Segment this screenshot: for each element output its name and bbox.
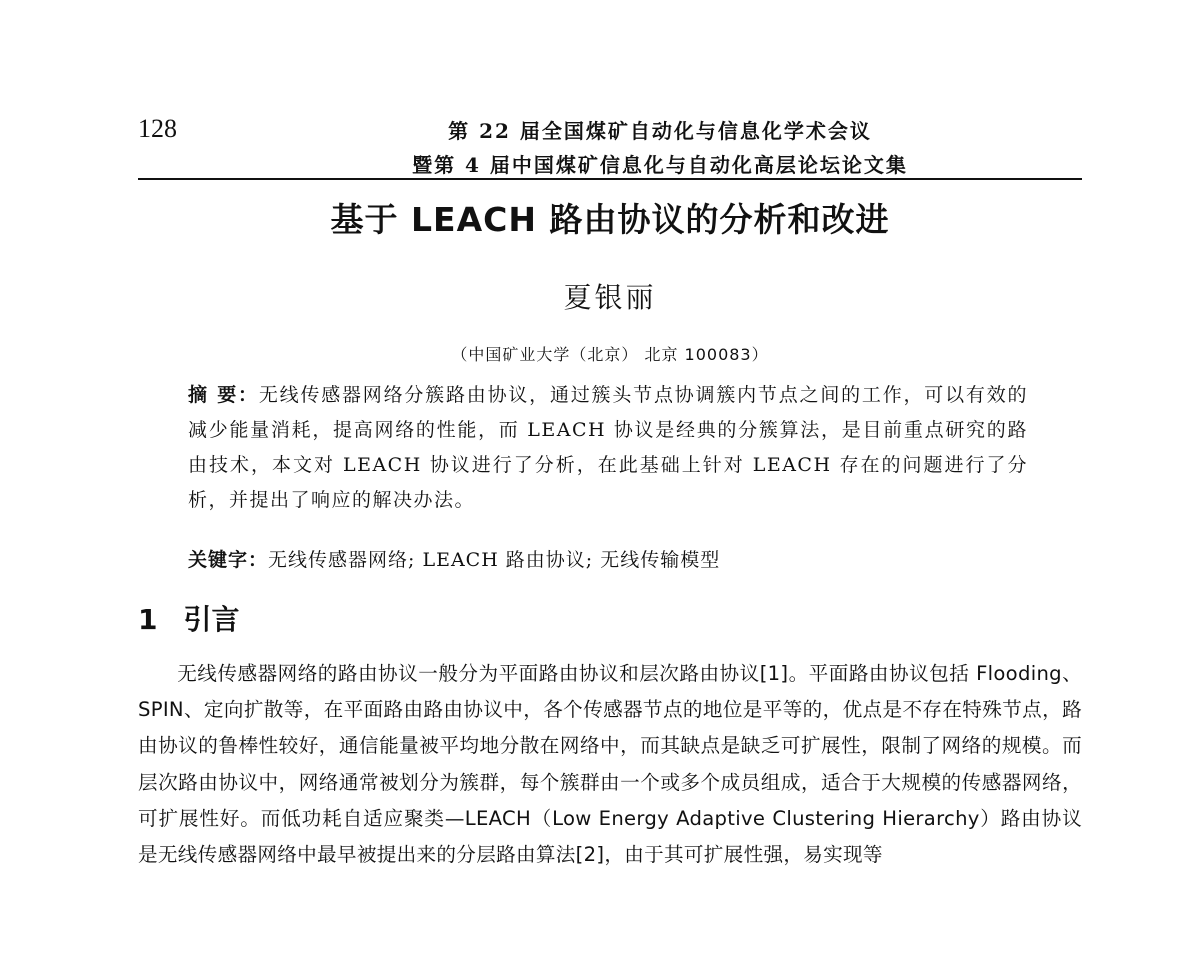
page-number: 128 [138,114,177,143]
abstract-label: 摘 要： [188,384,259,406]
abstract [188,378,1028,518]
section-title: 引言 [183,603,240,636]
conference-line-2: 暨第 4 届中国煤矿信息化与自动化高层论坛论文集 [412,153,908,177]
section-heading [138,598,240,638]
paper-title: 基于 LEACH 路由协议的分析和改进 [330,200,890,239]
author-affiliation: （中国矿业大学（北京） 北京 100083） [451,345,769,364]
running-header [340,114,980,182]
section-number: 1 [138,603,158,636]
body-paragraph: 无线传感器网络的路由协议一般分为平面路由协议和层次路由协议[1]。平面路由协议包括 Flooding、SPIN、定向扩散等，在平面路由路由协议中，各个传感器节点的地位是平等的，优点是不存在特殊节点，路由协议的鲁棒性较好，通信能量被平均地分散在网络中，而其缺点是缺乏可扩展性，限制了网络的规模。而层次路由协议中，网络通常被划分为簇群，每个簇群由一个或多个成员组成，适合于大规模的传感器网络，可扩展性好。而低功耗自适应聚类—LEACH（Low Energy Adaptive Clustering Hierarchy）路由协议是无线传感器网络中最早被提出来的分层路由算法[2]，由于其可扩展性强，易实现等 [138,662,1082,867]
keywords-label: 关键字： [188,549,269,571]
author-name: 夏银丽 [563,281,657,314]
conference-line-1: 第 22 届全国煤矿自动化与信息化学术会议 [448,119,872,143]
abstract-text: 无线传感器网络分簇路由协议，通过簇头节点协调簇内节点之间的工作，可以有效的减少能量消耗，提高网络的性能，而 LEACH 协议是经典的分簇算法，是目前重点研究的路由技术，本文对 LEACH 协议进行了分析，在此基础上针对 LEACH 存在的问题进行了分析，并提出了响应的解决办法。 [188,384,1028,511]
header-rule [138,178,1082,180]
keywords [188,543,1028,578]
keywords-text: 无线传感器网络; LEACH 路由协议; 无线传输模型 [268,549,721,571]
